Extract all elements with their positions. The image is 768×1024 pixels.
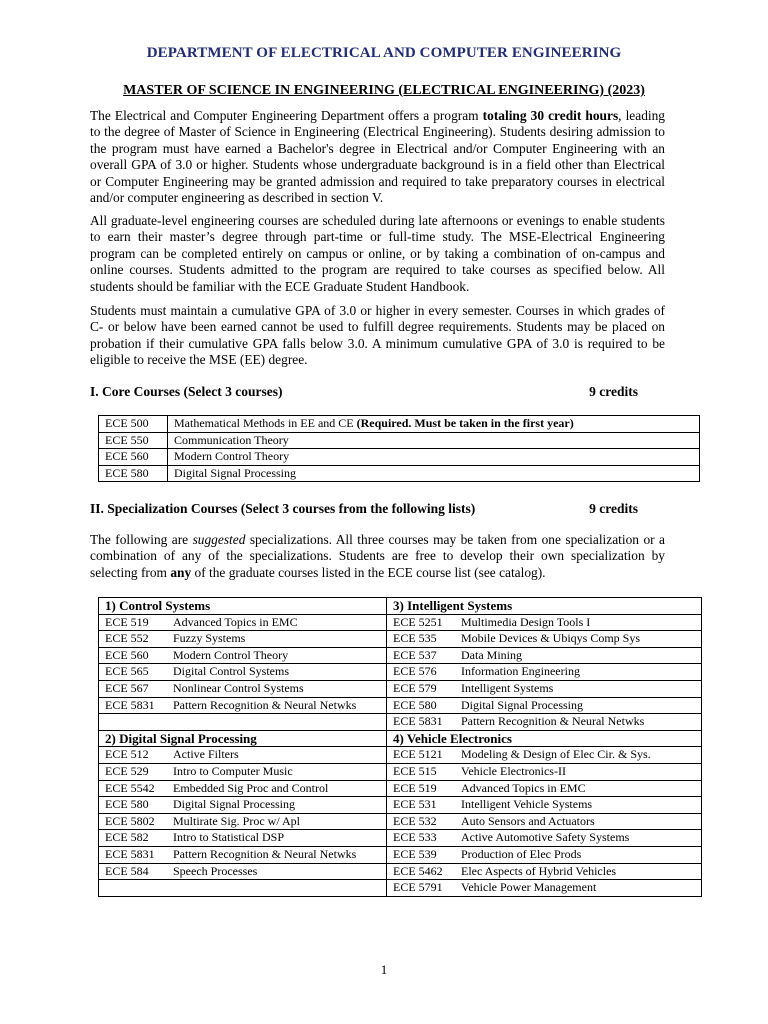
intro-text-a: The Electrical and Computer Engineering Department offers a program xyxy=(90,108,483,123)
specialization-course-row xyxy=(99,880,386,896)
course-name: Intro to Computer Music xyxy=(173,763,293,778)
course-code: ECE 533 xyxy=(393,830,437,845)
course-code: ECE 519 xyxy=(105,614,149,629)
specialization-course-row xyxy=(387,714,701,730)
course-name: Production of Elec Prods xyxy=(461,846,582,861)
course-name-cell xyxy=(168,465,700,482)
intro-text-c: , leading to the degree of Master of Science in Engineering (Electrical Engineering). Students desiring admission to the program must have earned a Bachelor's degree in Electrical and/or Computer Engineering with an overall GPA of 3.0 or higher. Students whose undergraduate background is in a field other than Electrical or Computer Engineering may be granted admission and required to take preparatory courses in electrical and/or computer engineering as described in section V. xyxy=(90,108,665,206)
spec-bottom-block xyxy=(99,731,701,896)
course-name: Nonlinear Control Systems xyxy=(173,680,304,695)
course-name: Pattern Recognition & Neural Netwks xyxy=(461,714,645,729)
specialization-course-row xyxy=(99,714,386,730)
course-code: ECE 582 xyxy=(105,830,149,845)
course-code: ECE 519 xyxy=(393,780,437,795)
vehicle-electronics-column xyxy=(387,731,701,896)
course-code: ECE 512 xyxy=(105,747,149,762)
course-code: ECE 584 xyxy=(105,863,149,878)
course-code: ECE 567 xyxy=(105,680,149,695)
course-code: ECE 5831 xyxy=(105,697,155,712)
specialization-course-row xyxy=(387,764,701,781)
course-code: ECE 576 xyxy=(393,664,437,679)
core-course-row xyxy=(99,449,700,466)
specialization-course-row xyxy=(387,681,701,698)
course-name: Fuzzy Systems xyxy=(173,631,246,646)
specialization-course-row xyxy=(99,830,386,847)
dsp-column xyxy=(99,731,387,896)
course-name: Data Mining xyxy=(461,647,522,662)
course-code: ECE 5791 xyxy=(393,880,443,895)
course-code: ECE 5831 xyxy=(105,846,155,861)
specialization-course-row xyxy=(387,830,701,847)
course-code: ECE 552 xyxy=(105,631,149,646)
specialization-course-row xyxy=(99,764,386,781)
course-code: ECE 535 xyxy=(393,631,437,646)
course-name: Multimedia Design Tools I xyxy=(461,614,591,629)
gpa-paragraph: Students must maintain a cumulative GPA of 3.0 or higher in every semester. Courses in which grades of C- or below have been earned cannot be used to fulfill degree requirements. Students may be placed on probation if their cumulative GPA falls below 3.0. A minimum cumulative GPA of 3.0 is required to be eligible to receive the MSE (EE) degree. xyxy=(90,303,665,368)
spec-intro-a: The following are xyxy=(90,532,193,547)
course-name: Multirate Sig. Proc w/ Apl xyxy=(173,813,300,828)
specialization-course-row xyxy=(99,664,386,681)
course-code: ECE 529 xyxy=(105,763,149,778)
schedule-paragraph: All graduate-level engineering courses are scheduled during late afternoons or evenings to enable students to earn their master’s degree through part-time or full-time study. The MSE-Electrical Engineering program can be completed entirely on campus or online, or by taking a combination of on-campus and online courses. Students admitted to the program are required to take courses as specified below. All students should be familiar with the ECE Graduate Student Handbook. xyxy=(90,213,665,294)
course-name: Advanced Topics in EMC xyxy=(173,614,298,629)
specialization-course-row xyxy=(387,615,701,632)
core-heading-label: I. Core Courses (Select 3 courses) xyxy=(90,384,283,399)
specialization-title: 3) Intelligent Systems xyxy=(387,598,701,615)
core-courses-heading xyxy=(90,384,638,400)
course-name: Digital Signal Processing xyxy=(174,466,296,481)
course-name: Mathematical Methods in EE and CE xyxy=(174,416,357,431)
course-note: (Required. Must be taken in the first year) xyxy=(356,416,574,431)
spec-intro-any: any xyxy=(170,564,192,580)
course-code: ECE 560 xyxy=(105,647,149,662)
course-code: ECE 5831 xyxy=(393,714,443,729)
course-name: Modeling & Design of Elec Cir. & Sys. xyxy=(461,747,651,762)
specialization-course-row xyxy=(99,615,386,632)
specialization-course-row xyxy=(387,880,701,896)
specialization-course-row xyxy=(99,698,386,715)
intro-paragraph xyxy=(90,108,665,206)
specialization-course-row xyxy=(387,631,701,648)
course-name: Mobile Devices & Ubiqys Comp Sys xyxy=(461,631,640,646)
department-heading: DEPARTMENT OF ELECTRICAL AND COMPUTER ENGINEERING xyxy=(146,45,622,61)
course-name: Digital Signal Processing xyxy=(173,797,295,812)
course-code: ECE 579 xyxy=(393,680,437,695)
specialization-course-row xyxy=(387,864,701,881)
core-courses-table xyxy=(98,415,700,482)
course-name-cell xyxy=(168,449,700,466)
specialization-course-row xyxy=(387,747,701,764)
credit-hours-emphasis: totaling 30 credit hours xyxy=(482,108,619,123)
core-credits: 9 credits xyxy=(589,384,638,399)
course-code: ECE 5251 xyxy=(393,614,443,629)
specialization-course-row xyxy=(99,681,386,698)
course-name: Intelligent Vehicle Systems xyxy=(461,797,593,812)
spec-top-block xyxy=(99,598,701,731)
program-title: MASTER OF SCIENCE IN ENGINEERING (ELECTRICAL ENGINEERING) (2023) xyxy=(123,83,645,98)
course-name: Intelligent Systems xyxy=(461,680,554,695)
spec-intro-emphasis: suggested xyxy=(192,532,246,547)
course-name-cell xyxy=(168,432,700,449)
control-systems-column xyxy=(99,598,387,730)
course-name: Modern Control Theory xyxy=(173,647,289,662)
course-name: Advanced Topics in EMC xyxy=(461,780,586,795)
course-name: Vehicle Power Management xyxy=(461,880,597,895)
specialization-course-row xyxy=(387,797,701,814)
course-name: Information Engineering xyxy=(461,664,580,679)
specialization-course-row xyxy=(99,631,386,648)
core-course-row xyxy=(99,416,700,433)
course-code: ECE 532 xyxy=(393,813,437,828)
spec-heading-label: II. Specialization Courses (Select 3 courses from the following lists) xyxy=(90,501,476,516)
course-code: ECE 565 xyxy=(105,664,149,679)
course-code: ECE 515 xyxy=(393,763,437,778)
course-code: ECE 5462 xyxy=(393,863,443,878)
specialization-heading xyxy=(90,501,638,517)
course-name: Auto Sensors and Actuators xyxy=(461,813,595,828)
course-name: Pattern Recognition & Neural Netwks xyxy=(173,846,357,861)
specialization-table xyxy=(98,597,702,897)
spec-intro-c: specializations. All three courses may be taken from one specialization or a combination of any of the specializations. Students are free to develop their own specialization by selecting from xyxy=(90,532,665,580)
specialization-course-row xyxy=(99,648,386,665)
specialization-course-row xyxy=(99,847,386,864)
course-code: ECE 500 xyxy=(99,416,168,433)
course-code: ECE 5802 xyxy=(105,813,155,828)
course-code: ECE 550 xyxy=(99,432,168,449)
specialization-course-row xyxy=(387,847,701,864)
specialization-course-row xyxy=(387,781,701,798)
core-course-row xyxy=(99,432,700,449)
specialization-course-row xyxy=(387,814,701,831)
intelligent-systems-column xyxy=(387,598,701,730)
course-code: ECE 580 xyxy=(105,797,149,812)
specialization-title: 2) Digital Signal Processing xyxy=(99,731,386,748)
course-name: Vehicle Electronics-II xyxy=(461,763,566,778)
course-code: ECE 539 xyxy=(393,846,437,861)
specialization-course-row xyxy=(99,747,386,764)
course-name: Digital Control Systems xyxy=(173,664,290,679)
course-name: Intro to Statistical DSP xyxy=(173,830,284,845)
specialization-course-row xyxy=(99,864,386,881)
specialization-course-row xyxy=(387,698,701,715)
course-code: ECE 537 xyxy=(393,647,437,662)
course-name: Modern Control Theory xyxy=(174,449,290,464)
spec-intro-e: of the graduate courses listed in the ECE course list (see catalog). xyxy=(191,564,546,580)
course-name: Speech Processes xyxy=(173,863,258,878)
specialization-course-row xyxy=(99,797,386,814)
course-name: Active Automotive Safety Systems xyxy=(461,830,630,845)
specialization-course-row xyxy=(99,814,386,831)
course-code: ECE 560 xyxy=(99,449,168,466)
course-name: Communication Theory xyxy=(174,432,289,447)
course-code: ECE 531 xyxy=(393,797,437,812)
specialization-course-row xyxy=(387,664,701,681)
course-name: Digital Signal Processing xyxy=(461,697,583,712)
course-name: Pattern Recognition & Neural Netwks xyxy=(173,697,357,712)
course-code: ECE 580 xyxy=(99,465,168,482)
course-name: Active Filters xyxy=(173,747,239,762)
specialization-title: 4) Vehicle Electronics xyxy=(387,731,701,748)
course-name-cell xyxy=(168,416,700,433)
specialization-title: 1) Control Systems xyxy=(99,598,386,615)
specialization-intro xyxy=(90,532,665,581)
specialization-course-row xyxy=(387,648,701,665)
core-course-row xyxy=(99,465,700,482)
spec-credits: 9 credits xyxy=(589,501,638,516)
course-name: Embedded Sig Proc and Control xyxy=(173,780,329,795)
course-code: ECE 5542 xyxy=(105,780,155,795)
course-name: Elec Aspects of Hybrid Vehicles xyxy=(461,863,617,878)
course-code: ECE 5121 xyxy=(393,747,443,762)
specialization-course-row xyxy=(99,781,386,798)
course-code: ECE 580 xyxy=(393,697,437,712)
page-number: 1 xyxy=(380,962,388,977)
